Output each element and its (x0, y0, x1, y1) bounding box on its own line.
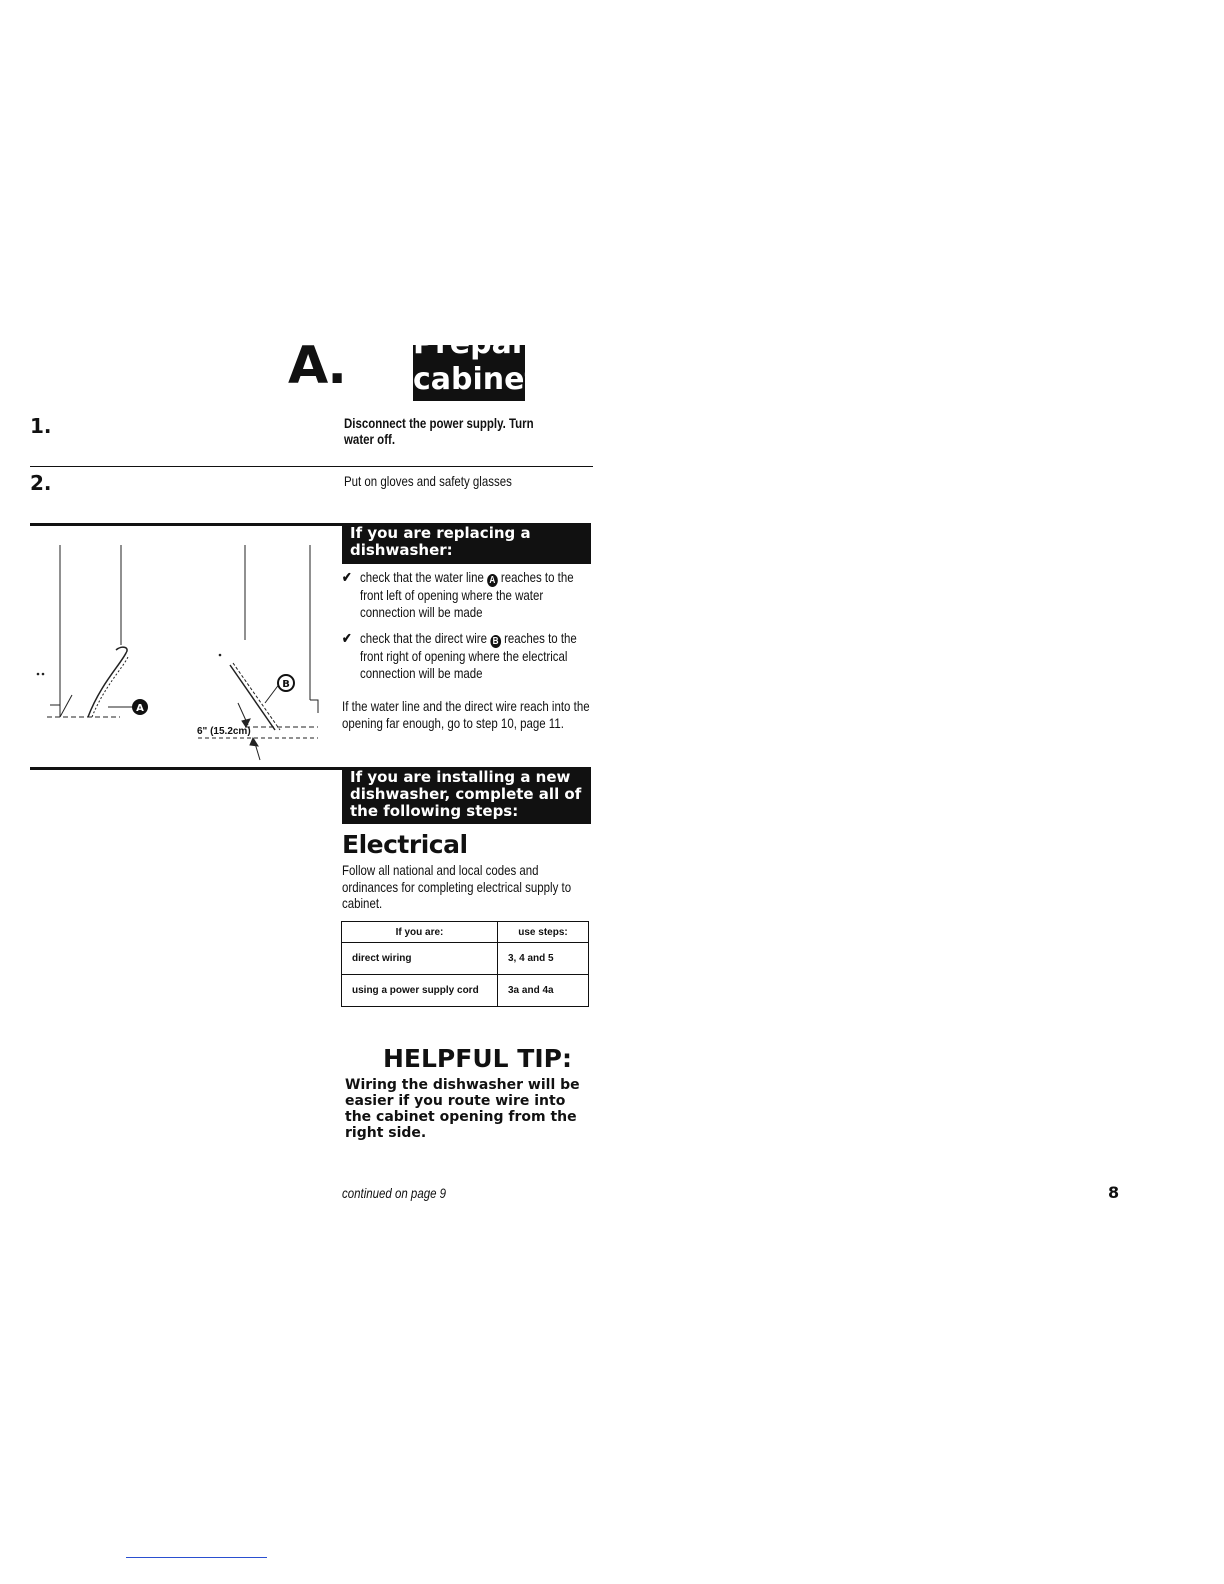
check-item-2-text-end: reaches to the front right of opening where the electrical connection will be made (360, 630, 577, 681)
table-cell: 3, 4 and 5 (498, 943, 589, 975)
table-row (342, 975, 589, 1007)
figure-label-b: B (282, 679, 290, 690)
check-item-direct-wire (342, 630, 588, 681)
table-header-cell: use steps: (498, 922, 589, 943)
check-item-water-line (342, 569, 588, 620)
table-cell: using a power supply cord (342, 975, 498, 1007)
table-header-row (342, 922, 589, 943)
tip-body: Wiring the dishwasher will be easier if you route wire into the cabinet opening from the right side. (345, 1077, 580, 1141)
replacing-note: If the water line and the direct wire reach into the opening far enough, go to step 10, page 11. (342, 698, 590, 731)
figure-label-a: A (136, 703, 144, 714)
section-title-line2: cabinet (413, 362, 539, 397)
checkmark-icon: ✔ (342, 569, 352, 585)
section-letter: A. (288, 336, 345, 396)
footnote-rule (126, 1557, 267, 1558)
step-text-2: Put on gloves and safety glasses (344, 473, 512, 489)
installing-banner: If you are installing a new dishwasher, complete all of the following steps: (342, 767, 591, 824)
section-title-line1: Prepare (413, 326, 547, 361)
table-cell: 3a and 4a (498, 975, 589, 1007)
tip-heading: HELPFUL TIP: (383, 1044, 572, 1073)
electrical-body: Follow all national and local codes and ordinances for completing electrical supply to cabinet. (342, 862, 572, 911)
continued-note: continued on page 9 (342, 1185, 447, 1201)
table-row (342, 943, 589, 975)
badge-a-icon: A (487, 574, 498, 587)
page-number: 8 (1108, 1183, 1120, 1202)
section-title (413, 326, 547, 401)
section-rule (30, 523, 342, 526)
figure-measurement: 6" (15.2cm) (197, 726, 251, 737)
badge-b-icon: B (490, 635, 501, 648)
replacing-banner: If you are replacing a dishwasher: (342, 523, 591, 564)
table-cell: direct wiring (342, 943, 498, 975)
section-rule (30, 767, 342, 770)
checkmark-icon: ✔ (342, 630, 352, 646)
check-item-1-text: check that the water line (360, 569, 484, 585)
check-item-2-text: check that the direct wire (360, 630, 488, 646)
check-item-1-text-end: reaches to the front left of opening where the water connection will be made (360, 569, 574, 620)
step-text-1: Disconnect the power supply. Turn water off. (344, 415, 534, 447)
electrical-heading: Electrical (342, 830, 468, 859)
divider (30, 466, 593, 467)
step-number-1: 1. (30, 414, 52, 438)
wiring-steps-table (341, 921, 589, 1007)
table-header-cell: If you are: (342, 922, 498, 943)
step-number-2: 2. (30, 471, 52, 495)
cabinet-opening-figure (30, 535, 330, 765)
